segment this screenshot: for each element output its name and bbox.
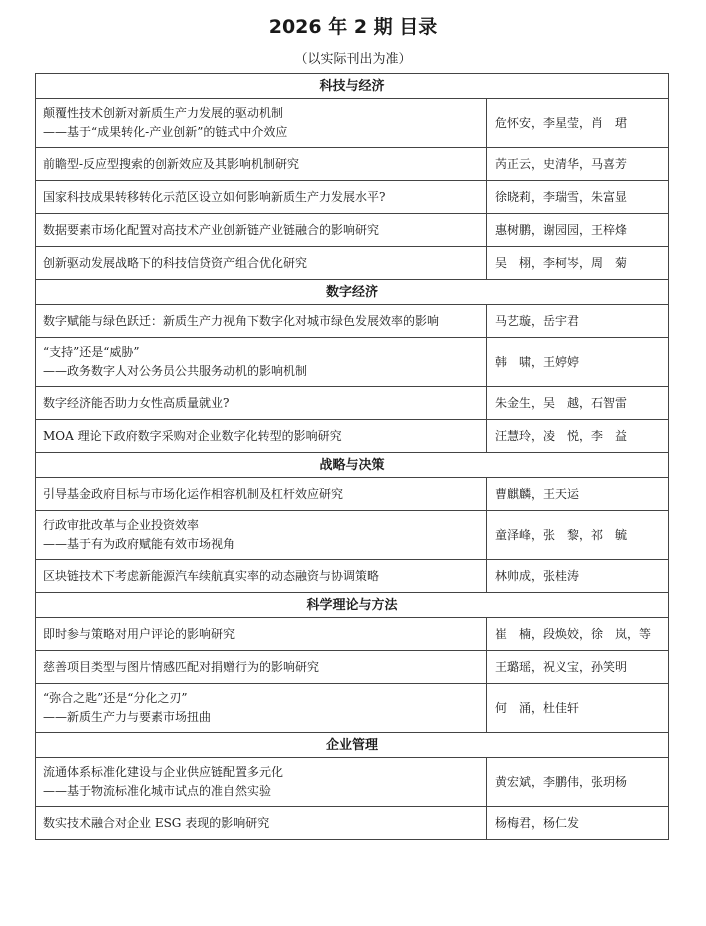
article-title-cell — [36, 511, 487, 560]
page-title: 2026 年 2 期 目录 — [268, 16, 438, 38]
article-title-cell — [36, 560, 487, 593]
article-row — [36, 305, 669, 338]
article-title-cell — [36, 684, 487, 733]
article-authors: 崔 楠，段焕姣，徐 岚，等 — [487, 618, 669, 651]
toc-table — [35, 73, 669, 840]
article-subtitle: ——基于有为政府赋能有效市场视角 — [43, 537, 236, 551]
article-title-cell — [36, 478, 487, 511]
section-header-row — [36, 453, 669, 478]
article-authors: 徐晓莉，李瑞雪，朱富显 — [487, 181, 669, 214]
article-title: 流通体系标准化建设与企业供应链配置多元化 — [43, 765, 284, 779]
article-title: 国家科技成果转移转化示范区设立如何影响新质生产力发展水平? — [43, 189, 386, 204]
article-authors: 曹麒麟，王天运 — [487, 478, 669, 511]
article-authors: 惠树鹏，谢园园，王梓烽 — [487, 214, 669, 247]
article-title-cell — [36, 214, 487, 247]
article-title: “弥合之匙”还是“分化之刃” — [43, 691, 188, 705]
article-authors: 芮正云，史清华，马喜芳 — [487, 148, 669, 181]
article-title: 行政审批改革与企业投资效率 — [43, 518, 200, 532]
article-title-cell — [36, 618, 487, 651]
article-row — [36, 618, 669, 651]
article-row — [36, 247, 669, 280]
article-title: 区块链技术下考虑新能源汽车续航真实率的动态融资与协调策略 — [43, 568, 380, 583]
article-title-cell — [36, 181, 487, 214]
article-row — [36, 478, 669, 511]
article-authors: 何 涌，杜佳轩 — [487, 684, 669, 733]
article-row — [36, 99, 669, 148]
article-title-cell — [36, 99, 487, 148]
article-row — [36, 420, 669, 453]
article-row — [36, 387, 669, 420]
article-title: 数字赋能与绿色跃迁：新质生产力视角下数字化对城市绿色发展效率的影响 — [43, 313, 440, 328]
article-row — [36, 181, 669, 214]
article-title-cell — [36, 338, 487, 387]
section-title: 科学理论与方法 — [36, 593, 669, 618]
article-row — [36, 807, 669, 840]
article-title-cell — [36, 305, 487, 338]
article-title-cell — [36, 807, 487, 840]
article-title: MOA 理论下政府数字采购对企业数字化转型的影响研究 — [43, 428, 342, 443]
article-title: 慈善项目类型与图片情感匹配对捐赠行为的影响研究 — [43, 659, 320, 674]
article-subtitle: ——基于“成果转化-产业创新”的链式中介效应 — [43, 125, 288, 139]
article-row — [36, 511, 669, 560]
article-title: 数字经济能否助力女性高质量就业? — [43, 395, 230, 410]
article-authors: 王璐瑶，祝义宝，孙笑明 — [487, 651, 669, 684]
article-title: 即时参与策略对用户评论的影响研究 — [43, 626, 236, 641]
article-authors: 马艺璇，岳宇君 — [487, 305, 669, 338]
article-authors: 危怀安，李星莹，肖 珺 — [487, 99, 669, 148]
article-title-cell — [36, 420, 487, 453]
article-row — [36, 684, 669, 733]
section-header-row — [36, 280, 669, 305]
section-header-row — [36, 74, 669, 99]
section-header-row — [36, 593, 669, 618]
article-authors: 林帅成，张桂涛 — [487, 560, 669, 593]
article-row — [36, 214, 669, 247]
article-title: “支持”还是“威胁” — [43, 345, 140, 359]
article-authors: 朱金生，吴 越，石智雷 — [487, 387, 669, 420]
article-title-cell — [36, 758, 487, 807]
article-title: 前瞻型-反应型搜索的创新效应及其影响机制研究 — [43, 156, 300, 171]
article-subtitle: ——基于物流标准化城市试点的准自然实验 — [43, 784, 272, 798]
article-authors: 汪慧玲，凌 悦，李 益 — [487, 420, 669, 453]
article-title-cell — [36, 651, 487, 684]
article-row — [36, 560, 669, 593]
article-title: 数据要素市场化配置对高技术产业创新链产业链融合的影响研究 — [43, 222, 380, 237]
article-subtitle: ——新质生产力与要素市场扭曲 — [43, 710, 212, 724]
page-subtitle: （以实际刊出为准） — [294, 52, 412, 67]
section-title: 科技与经济 — [36, 74, 669, 99]
article-authors: 吴 栩，李柯岑，周 菊 — [487, 247, 669, 280]
article-row — [36, 758, 669, 807]
section-title: 数字经济 — [36, 280, 669, 305]
article-subtitle: ——政务数字人对公务员公共服务动机的影响机制 — [43, 364, 308, 378]
article-title: 数实技术融合对企业 ESG 表现的影响研究 — [43, 815, 270, 830]
toc-body — [36, 74, 669, 840]
article-title-cell — [36, 247, 487, 280]
article-authors: 韩 啸，王婷婷 — [487, 338, 669, 387]
article-title: 引导基金政府目标与市场化运作相容机制及杠杆效应研究 — [43, 486, 344, 501]
article-title-cell — [36, 148, 487, 181]
article-authors: 黄宏斌，李鹏伟，张玥杨 — [487, 758, 669, 807]
section-title: 企业管理 — [36, 733, 669, 758]
section-title: 战略与决策 — [36, 453, 669, 478]
article-title-cell — [36, 387, 487, 420]
article-row — [36, 651, 669, 684]
article-row — [36, 148, 669, 181]
article-authors: 杨梅君，杨仁发 — [487, 807, 669, 840]
article-title: 颠覆性技术创新对新质生产力发展的驱动机制 — [43, 106, 284, 120]
article-authors: 童泽峰，张 黎，祁 毓 — [487, 511, 669, 560]
section-header-row — [36, 733, 669, 758]
article-row — [36, 338, 669, 387]
article-title: 创新驱动发展战略下的科技信贷资产组合优化研究 — [43, 255, 308, 270]
